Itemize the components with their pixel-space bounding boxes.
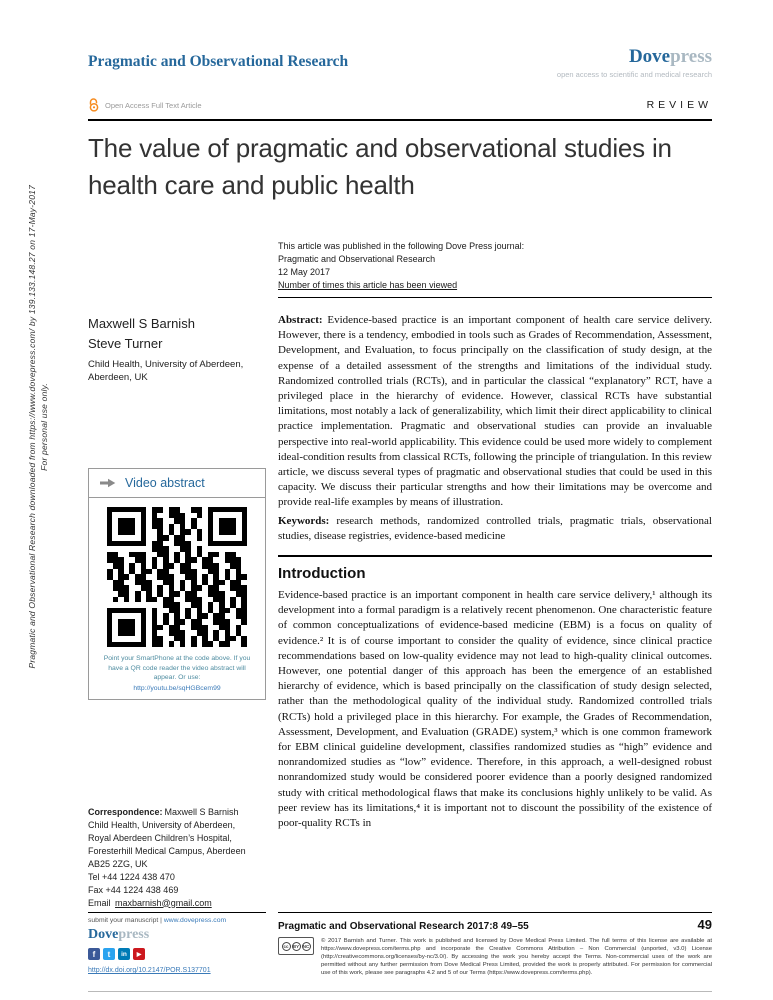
- abstract-paragraph: [278, 313, 712, 511]
- dovepress-logo[interactable]: [557, 46, 712, 68]
- left-column: [88, 316, 266, 910]
- page-bottom-rule: [88, 991, 712, 992]
- correspondence-name: Maxwell S Barnish: [164, 806, 239, 817]
- abstract-label: Abstract:: [278, 314, 323, 326]
- correspondence-email-line: [88, 897, 266, 910]
- published-date: 12 May 2017: [278, 267, 331, 277]
- correspondence-block: [88, 806, 266, 910]
- journal-header: [88, 46, 712, 79]
- correspondence-line: Fax +44 1224 438 469: [88, 884, 179, 895]
- dovepress-logo-dove: Dove: [628, 46, 671, 67]
- license-text: © 2017 Barnish and Turner. This work is published and licensed by Dove Medical Press Limited. The full terms of this license are available at https://www.dovepress.com/terms.php and incorporate the Creative Commons Attribution – Non Commercial (unported, v3.0) License (http://creativecommons.org/licenses/by-nc/3.0/). By accessing the work you hereby accept the Terms. Non-commercial uses of the work are permitted without any further permission from Dove Medical Press Limited, provided the work is properly attributed. For permission for commercial use of this work, please see paragraphs 4.2 and 5 of our Terms (https://www.dovepress.com/terms.php).: [321, 938, 712, 976]
- abstract-text: Evidence-based practice is an important component of health care service delivery. However, there is a tendency, embodied in tools such as Grades of Recommendation, Assessment, Development, and Evaluation, to focus principally on the classification of study design, at the expense of a detailed assessment of the strengths and limitations of the individual study. Randomized controlled trials (RCTs), and in particular the classical “explanatory” RCT, have a privileged place in the hierarchy of evidence. However, classical RCTs have substantial limitations, most notably a lack of generalizability, which limit their direct applicability to clinical practice implementation. Pragmatic and observational studies can provide an invaluable perspective into real-world applicability. This evidence could be used more widely to complement ideal-condition results from classical RCTs, following the principle of triangulation. In this review article, we discuss several types of pragmatic and observational studies that could be used in this capacity. We discuss their particular strengths and how their limitations may be overcome and provide real-life examples by means of illustration.: [278, 314, 713, 509]
- published-note: [278, 240, 712, 292]
- footer-logo-dove: Dove: [88, 927, 119, 942]
- page-number: 49: [697, 917, 712, 932]
- dovepress-logo-press: press: [670, 46, 712, 67]
- linkedin-icon[interactable]: in: [118, 948, 130, 960]
- footer-left-rule: [88, 912, 266, 913]
- cc-by-circle: BY: [292, 943, 300, 949]
- journal-tagline: open access to scientific and medical research: [556, 70, 712, 79]
- download-watermark: [27, 158, 49, 696]
- main-column: [278, 240, 712, 831]
- brand-block: [557, 46, 712, 79]
- qr-code: [107, 507, 247, 647]
- video-abstract-box: [88, 468, 266, 700]
- email-link[interactable]: maxbarnish@gmail.com: [115, 897, 212, 908]
- correspondence-line: [88, 806, 266, 819]
- creative-commons-icon: [278, 937, 314, 955]
- correspondence-line: Tel +44 1224 438 470: [88, 871, 175, 882]
- title-rule: [88, 119, 712, 121]
- doi-link[interactable]: http://dx.doi.org/10.2147/POR.S137701: [88, 967, 211, 974]
- dovepress-url-link[interactable]: www.dovepress.com: [163, 917, 227, 924]
- footer-dovepress-logo[interactable]: [88, 927, 266, 943]
- citation-row: [278, 917, 712, 932]
- open-access-lock-icon: [88, 98, 100, 112]
- qr-finder-top-left: [107, 507, 146, 546]
- section-rule: [278, 555, 712, 557]
- arrow-right-icon: [100, 478, 116, 488]
- cc-logo-circle: cc: [283, 943, 289, 949]
- video-abstract-label: Video abstract: [125, 476, 205, 490]
- twitter-icon[interactable]: t: [103, 948, 115, 960]
- footer-right-rule: [278, 912, 712, 913]
- correspondence-line: AB25 2ZG, UK: [88, 858, 148, 869]
- youtube-icon[interactable]: ▶: [133, 948, 145, 960]
- watermark-line-2: For personal use only.: [39, 383, 49, 471]
- correspondence-line: Foresterhill Medical Campus, Aberdeen: [88, 845, 246, 856]
- submit-manuscript-label: submit your manuscript: [88, 917, 159, 924]
- author-name-1: Maxwell S Barnish: [88, 316, 195, 331]
- footer-right: [278, 912, 712, 977]
- qr-section: [89, 498, 265, 699]
- published-note-line-1: This article was published in the following Dove Press journal:: [278, 241, 525, 251]
- journal-citation: Pragmatic and Observational Research 2017:8 49–55: [278, 921, 529, 932]
- watermark-line-1: Pragmatic and Observational Research downloaded from https://www.dovepress.com/ by 139.133.148.27 on 17-May-2017: [27, 185, 37, 669]
- introduction-text: Evidence-based practice is an important component in health care service delivery,¹ although its development into a formal paradigm is a relatively recent phenomenon. One characteristic feature of common conceptualizations of evidence-based medicine (EBM) is a focus on quality of evidence.² It is of course important to consider the quality of evidence, since clinical practice recommendations based on low-quality evidence may not lead to high-quality clinical outcomes. However, one potential danger of this approach has been the emergence of an established hierarchy of evidence, which is based principally on the classification of study design selected, rather than the methodological quality of the individual study. Randomized controlled trials (RCTs) hold a privileged place in this hierarchy. For example, the Grades of Recommendation, Assessment, Development, and Evaluation (GRADE) system,³ which is one common framework for EBM clinical guideline development, classifies randomized studies as “high” evidence and nonrandomized studies as “low” evidence. Therefore, in this approach, a well-designed robust nonrandomized study would be considered poorer evidence than a poorly designed randomized study with critical methodological flaws that make its conclusions highly unlikely to be valid. As peer review has its limitations,⁴ it is important not to discount the possibility of the existence of poor-quality RCTs in: [278, 589, 712, 830]
- qr-finder-top-right: [208, 507, 247, 546]
- footer-logo-press: press: [118, 927, 150, 942]
- open-access-label: Open Access Full Text Article: [105, 100, 202, 110]
- cc-nc-circle: NC: [302, 943, 310, 949]
- introduction-heading: Introduction: [278, 565, 366, 583]
- social-links: [88, 948, 266, 960]
- video-abstract-button[interactable]: [89, 469, 265, 498]
- article-type-row: [88, 98, 712, 112]
- article-type-label: REVIEW: [646, 99, 712, 111]
- separator: |: [160, 917, 162, 924]
- published-note-rule: [278, 297, 712, 298]
- author-affiliation: Child Health, University of Aberdeen, Aberdeen, UK: [88, 359, 244, 383]
- correspondence-label: Correspondence:: [88, 806, 163, 817]
- email-label: Email: [88, 897, 111, 908]
- license-row: [278, 937, 712, 977]
- submit-manuscript-line: [88, 917, 266, 924]
- view-count-link[interactable]: Number of times this article has been viewed: [278, 280, 458, 290]
- footer-left: [88, 912, 266, 974]
- open-access-link[interactable]: [88, 98, 202, 112]
- qr-finder-bottom-left: [107, 608, 146, 647]
- keywords-text: research methods, randomized controlled trials, pragmatic trials, observational studies, disease registries, evidence-based medicine: [278, 514, 712, 542]
- article-title: The value of pragmatic and observational studies in health care and public health: [88, 133, 672, 200]
- correspondence-line: Child Health, University of Aberdeen,: [88, 819, 236, 830]
- correspondence-line: Royal Aberdeen Children’s Hospital,: [88, 832, 232, 843]
- qr-caption: Point your SmartPhone at the code above. If you have a QR code reader the video abstract will appear. Or use:: [103, 655, 251, 681]
- journal-name: Pragmatic and Observational Research: [88, 53, 349, 70]
- keywords-label: Keywords:: [278, 514, 330, 527]
- author-name-2: Steve Turner: [88, 336, 163, 351]
- keywords-paragraph: [278, 514, 712, 544]
- published-journal-name: Pragmatic and Observational Research: [278, 254, 436, 264]
- video-abstract-url-link[interactable]: http://youtu.be/sqHGBcem99: [133, 684, 221, 692]
- facebook-icon[interactable]: f: [88, 948, 100, 960]
